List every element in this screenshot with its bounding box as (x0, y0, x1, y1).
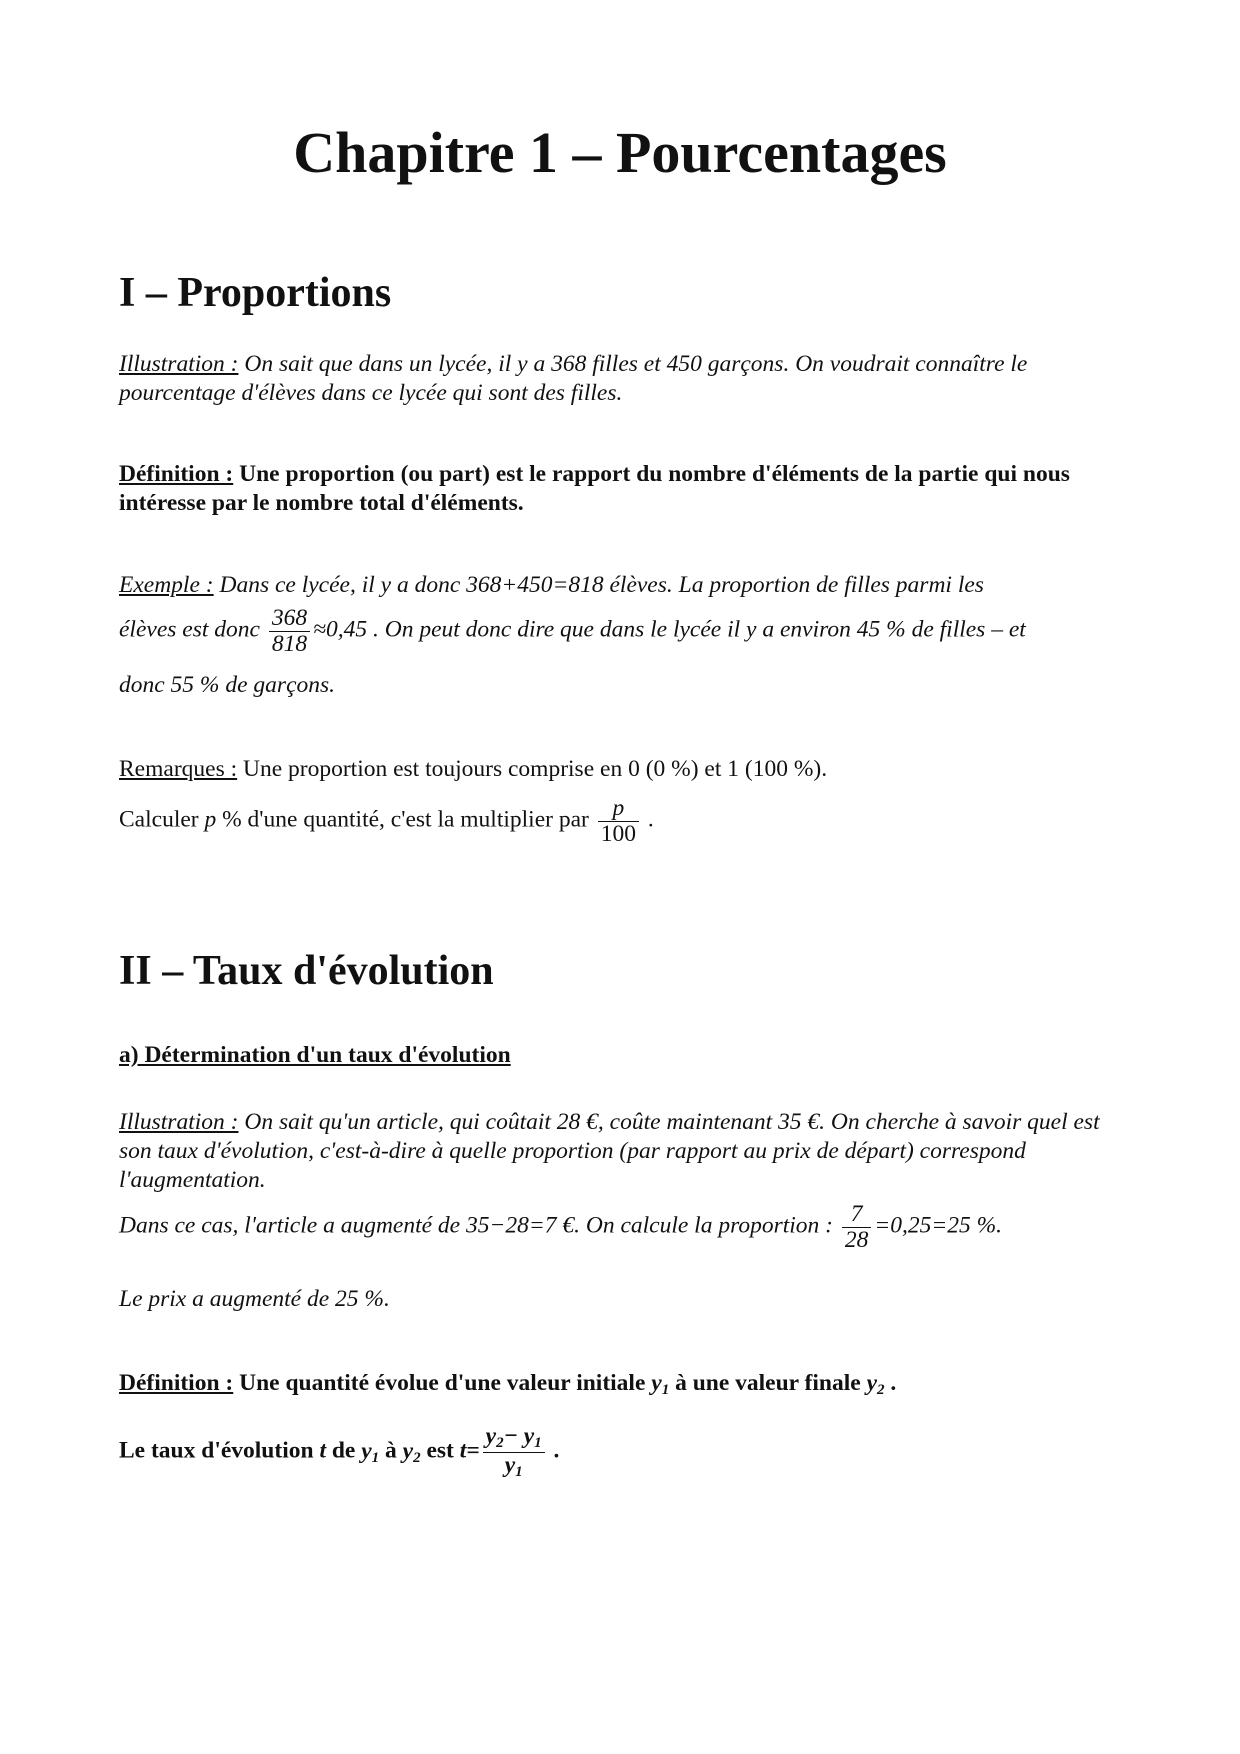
fraction-denominator: 818 (271, 630, 308, 657)
definition-text-1: Une quantité évolue d'une valeur initiale (233, 1370, 652, 1396)
definition-text: Une proportion (ou part) est le rapport du nombre d'éléments de la partie qui nous intéresse par le nombre total d'éléments. (119, 461, 1070, 516)
section-heading-evolution: II – Taux d'évolution (119, 948, 494, 994)
remarks-label: Remarques : (119, 756, 238, 782)
remarks-text-1: Calculer (119, 806, 205, 833)
illustration-label: Illustration : (119, 1109, 239, 1135)
variable-t: t (319, 1437, 326, 1464)
calc-fraction (842, 1202, 872, 1252)
definition-text-4: Le taux d'évolution (119, 1437, 320, 1464)
variable-p: p (204, 806, 217, 833)
variable-y2: $y_2$ (866, 1370, 885, 1398)
fraction-numerator: 7 (842, 1202, 872, 1228)
illustration-label: Illustration : (119, 351, 239, 377)
definition-paragraph-1 (119, 460, 1129, 518)
definition-text-5: de (325, 1437, 362, 1464)
calculation-line (119, 1202, 1002, 1252)
example-text-1: Dans ce lycée, il y a donc (213, 572, 467, 598)
example-text-4: . On peut donc dire que dans le lycée il y a environ 45 % de filles – et (367, 616, 1026, 643)
definition-text-8: . (547, 1437, 560, 1464)
calc-text-3: %. (970, 1212, 1003, 1239)
definition-text-7: est (420, 1437, 460, 1464)
calc-text-2: €. On calcule la proportion : (556, 1212, 839, 1239)
remarks-text-3: . (641, 806, 654, 833)
fraction-numerator: p (598, 796, 639, 822)
variable-y1: $y_1$ (361, 1437, 380, 1466)
example-line-2 (119, 606, 1026, 656)
definition-label: Définition : (119, 1370, 234, 1396)
section-heading-proportions: I – Proportions (119, 270, 392, 316)
remarks-line-1 (119, 754, 827, 784)
formula-lhs: t= (459, 1437, 480, 1464)
example-label: Exemple : (119, 572, 214, 598)
percent-fraction (598, 796, 639, 846)
variable-y1: $y_1$ (651, 1370, 670, 1398)
example-text-3: élèves est donc (119, 616, 266, 643)
illustration-text: On sait qu'un article, qui coûtait 28 €, coûte maintenant 35 €. On cherche à savoir quel est son taux d'évolution, c'est-à-dire à quelle proportion (par rapport au prix de départ) correspond l'augmentation. (119, 1109, 1100, 1193)
example-sum-formula: 368+450=818 (466, 572, 604, 598)
fraction-numerator: 368 (269, 606, 310, 632)
remarks-line-2 (119, 796, 654, 846)
result-line: Le prix a augmenté de 25 %. (119, 1286, 390, 1312)
calc-result-formula: =0,25=25 (874, 1212, 971, 1239)
definition-paragraph-2-line-2 (119, 1424, 559, 1481)
calc-text-1: Dans ce cas, l'article a augmenté de (119, 1212, 466, 1239)
evolution-rate-fraction (483, 1424, 545, 1481)
variable-y2: $y_2$ (402, 1437, 421, 1466)
page-title: Chapitre 1 – Pourcentages (293, 120, 947, 185)
illustration-text: On sait que dans un lycée, il y a 368 filles et 450 garçons. On voudrait connaître le pourcentage d'élèves dans ce lycée qui sont des filles. (119, 351, 1028, 406)
definition-label: Définition : (119, 461, 234, 487)
example-approx-value: ≈0,45 (313, 616, 368, 643)
remarks-text: Une proportion est toujours comprise en 0 (0 %) et 1 (100 %). (237, 756, 828, 782)
subsection-heading: a) Détermination d'un taux d'évolution (119, 1042, 511, 1068)
illustration-paragraph-2 (119, 1108, 1129, 1195)
definition-paragraph-2-line-1 (119, 1368, 896, 1405)
fraction-numerator: $y_2- y_1$ (483, 1424, 545, 1453)
calc-difference-formula: 35−28=7 (466, 1212, 557, 1239)
fraction-denominator: 28 (844, 1226, 869, 1253)
illustration-paragraph-1 (119, 350, 1129, 408)
example-text-2: élèves. La proportion de filles parmi les (603, 572, 984, 598)
remarks-text-2: % d'une quantité, c'est la multiplier par (216, 806, 595, 833)
definition-text-3: . (884, 1370, 897, 1396)
example-fraction (269, 606, 310, 656)
example-line-1 (119, 570, 984, 600)
definition-text-2: à une valeur finale (669, 1370, 867, 1396)
definition-text-6: à (379, 1437, 403, 1464)
fraction-denominator: $y_1$ (504, 1451, 523, 1480)
fraction-denominator: 100 (600, 820, 636, 847)
example-line-3: donc 55 % de garçons. (119, 672, 336, 698)
